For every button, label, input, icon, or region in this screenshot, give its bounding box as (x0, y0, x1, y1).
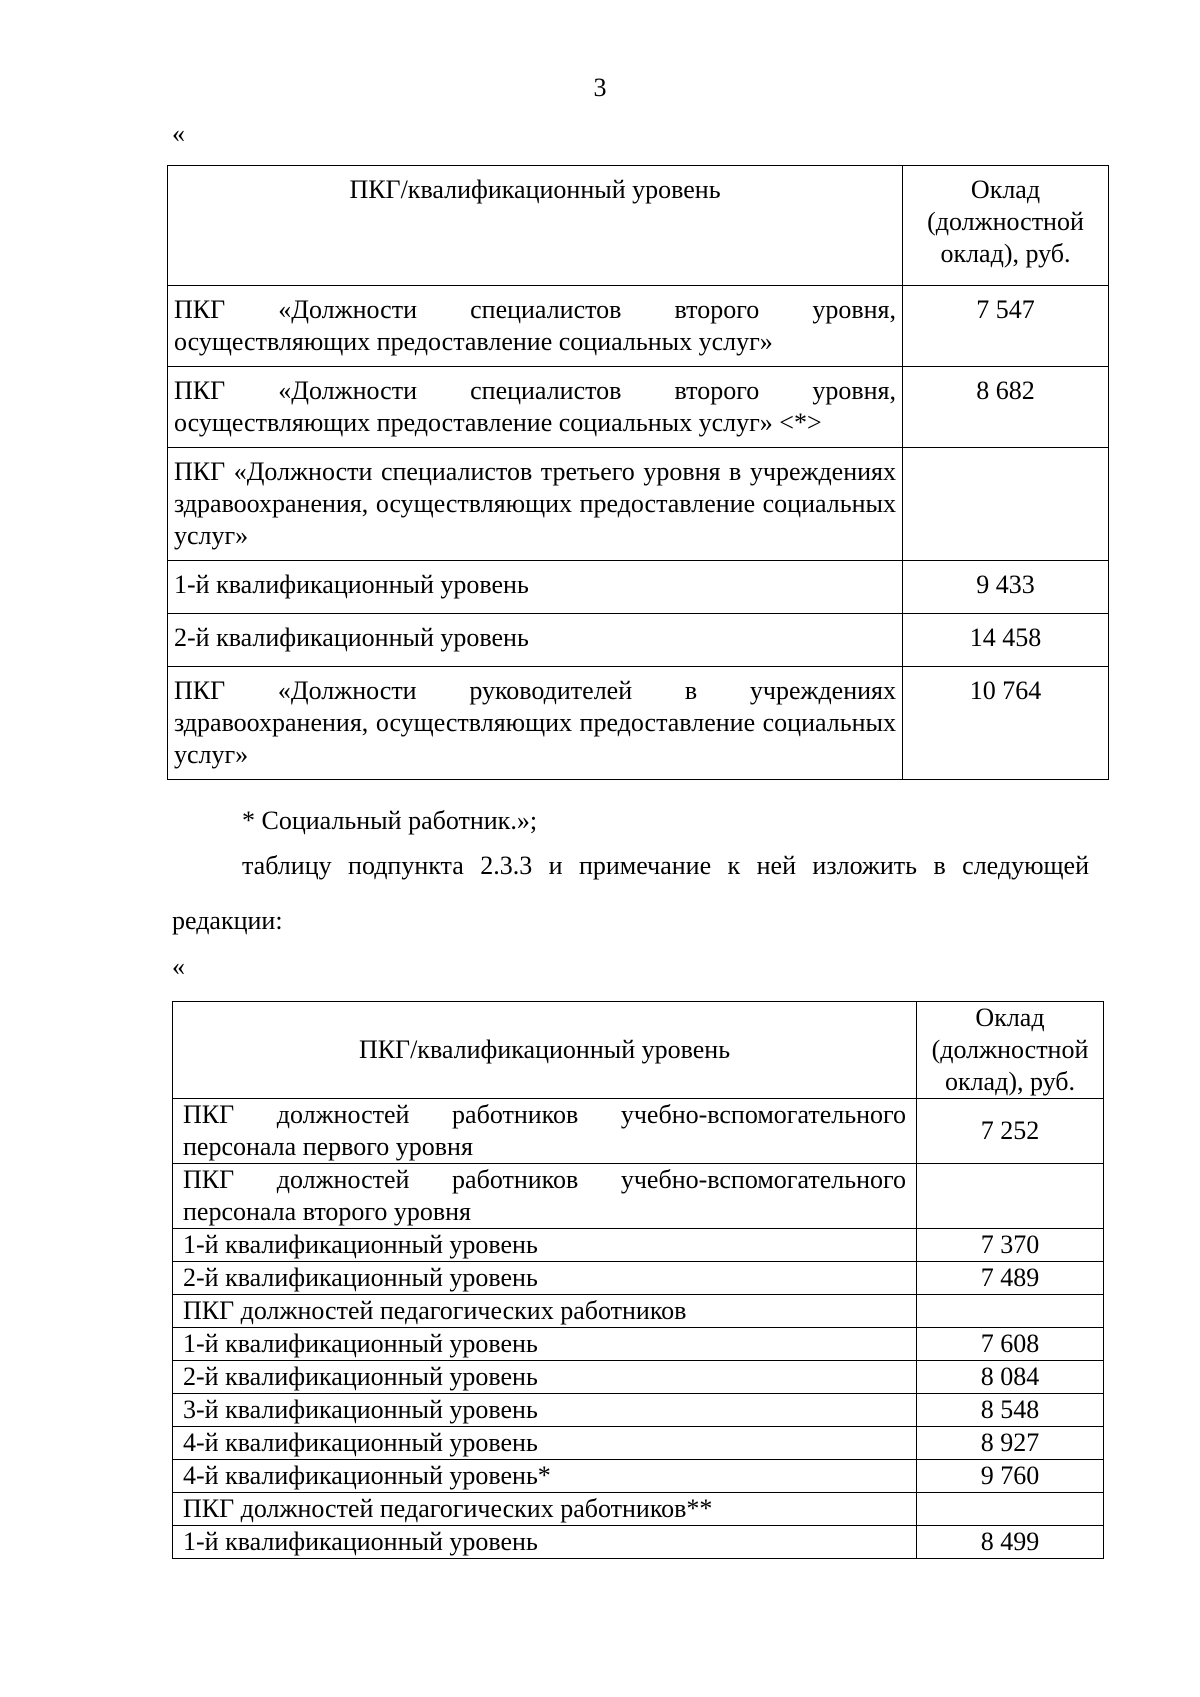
table-row (173, 1493, 1104, 1526)
row-label: ПКГ «Должности руководителей в учреждениях здравоохранения, осуществляющих предоставление социальных услуг» (168, 667, 903, 780)
row-value: 7 252 (917, 1099, 1104, 1164)
row-label: 2-й квалификационный уровень (173, 1361, 917, 1394)
table-row (173, 1295, 1104, 1328)
row-value: 8 084 (917, 1361, 1104, 1394)
salary-table-education-staff (172, 1001, 1104, 1559)
table-row (168, 561, 1109, 614)
row-value (917, 1164, 1104, 1229)
table-row (168, 448, 1109, 561)
opening-quote: « (172, 952, 185, 981)
table-row (173, 1394, 1104, 1427)
table-header-row (173, 1002, 1104, 1099)
instruction-line-1: таблицу подпункта 2.3.3 и примечание к ней изложить в следующей (242, 851, 1089, 880)
table-row (173, 1164, 1104, 1229)
row-label: ПКГ «Должности специалистов третьего уровня в учреждениях здравоохранения, осуществляющих предоставление социальных услуг» (168, 448, 903, 561)
row-label: 1-й квалификационный уровень (173, 1526, 917, 1559)
row-label: 2-й квалификационный уровень (173, 1262, 917, 1295)
row-value (917, 1493, 1104, 1526)
row-label: 1-й квалификационный уровень (168, 561, 903, 614)
row-label: ПКГ «Должности специалистов второго уровня, осуществляющих предоставление социальных услуг» <*> (168, 367, 903, 448)
table-row (173, 1460, 1104, 1493)
header-qualification-level: ПКГ/квалификационный уровень (173, 1002, 917, 1099)
table-row (173, 1526, 1104, 1559)
header-salary: Оклад (должностной оклад), руб. (917, 1002, 1104, 1099)
table-row (173, 1328, 1104, 1361)
table-row (168, 286, 1109, 367)
table-row (173, 1099, 1104, 1164)
row-label: ПКГ должностей работников учебно-вспомогательного персонала первого уровня (173, 1099, 917, 1164)
row-label: ПКГ должностей педагогических работников** (173, 1493, 917, 1526)
row-value: 7 370 (917, 1229, 1104, 1262)
row-value: 8 499 (917, 1526, 1104, 1559)
table-row (168, 614, 1109, 667)
row-value (903, 448, 1109, 561)
header-qualification-level: ПКГ/квалификационный уровень (168, 166, 903, 286)
row-label: ПКГ должностей педагогических работников (173, 1295, 917, 1328)
row-label: ПКГ должностей работников учебно-вспомогательного персонала второго уровня (173, 1164, 917, 1229)
row-value: 7 547 (903, 286, 1109, 367)
row-value: 8 927 (917, 1427, 1104, 1460)
table-row (173, 1361, 1104, 1394)
table-row (168, 367, 1109, 448)
table-row (173, 1262, 1104, 1295)
row-label: 3-й квалификационный уровень (173, 1394, 917, 1427)
row-value: 10 764 (903, 667, 1109, 780)
row-label: 4-й квалификационный уровень (173, 1427, 917, 1460)
row-value: 7 489 (917, 1262, 1104, 1295)
row-label: ПКГ «Должности специалистов второго уровня, осуществляющих предоставление социальных услуг» (168, 286, 903, 367)
table-row (168, 667, 1109, 780)
row-label: 1-й квалификационный уровень (173, 1328, 917, 1361)
row-label: 1-й квалификационный уровень (173, 1229, 917, 1262)
row-value: 8 548 (917, 1394, 1104, 1427)
row-label: 4-й квалификационный уровень* (173, 1460, 917, 1493)
table-row (173, 1427, 1104, 1460)
opening-quote: « (172, 119, 185, 148)
row-value (917, 1295, 1104, 1328)
salary-table-social-services (167, 165, 1109, 780)
footnote: * Социальный работник.»; (242, 806, 538, 835)
instruction-line-2: редакции: (172, 906, 283, 935)
table-header-row (168, 166, 1109, 286)
row-label: 2-й квалификационный уровень (168, 614, 903, 667)
instruction-paragraph (172, 850, 1089, 940)
row-value: 9 433 (903, 561, 1109, 614)
row-value: 14 458 (903, 614, 1109, 667)
row-value: 7 608 (917, 1328, 1104, 1361)
header-salary: Оклад (должностной оклад), руб. (903, 166, 1109, 286)
row-value: 8 682 (903, 367, 1109, 448)
page-number: 3 (593, 73, 607, 102)
row-value: 9 760 (917, 1460, 1104, 1493)
table-row (173, 1229, 1104, 1262)
